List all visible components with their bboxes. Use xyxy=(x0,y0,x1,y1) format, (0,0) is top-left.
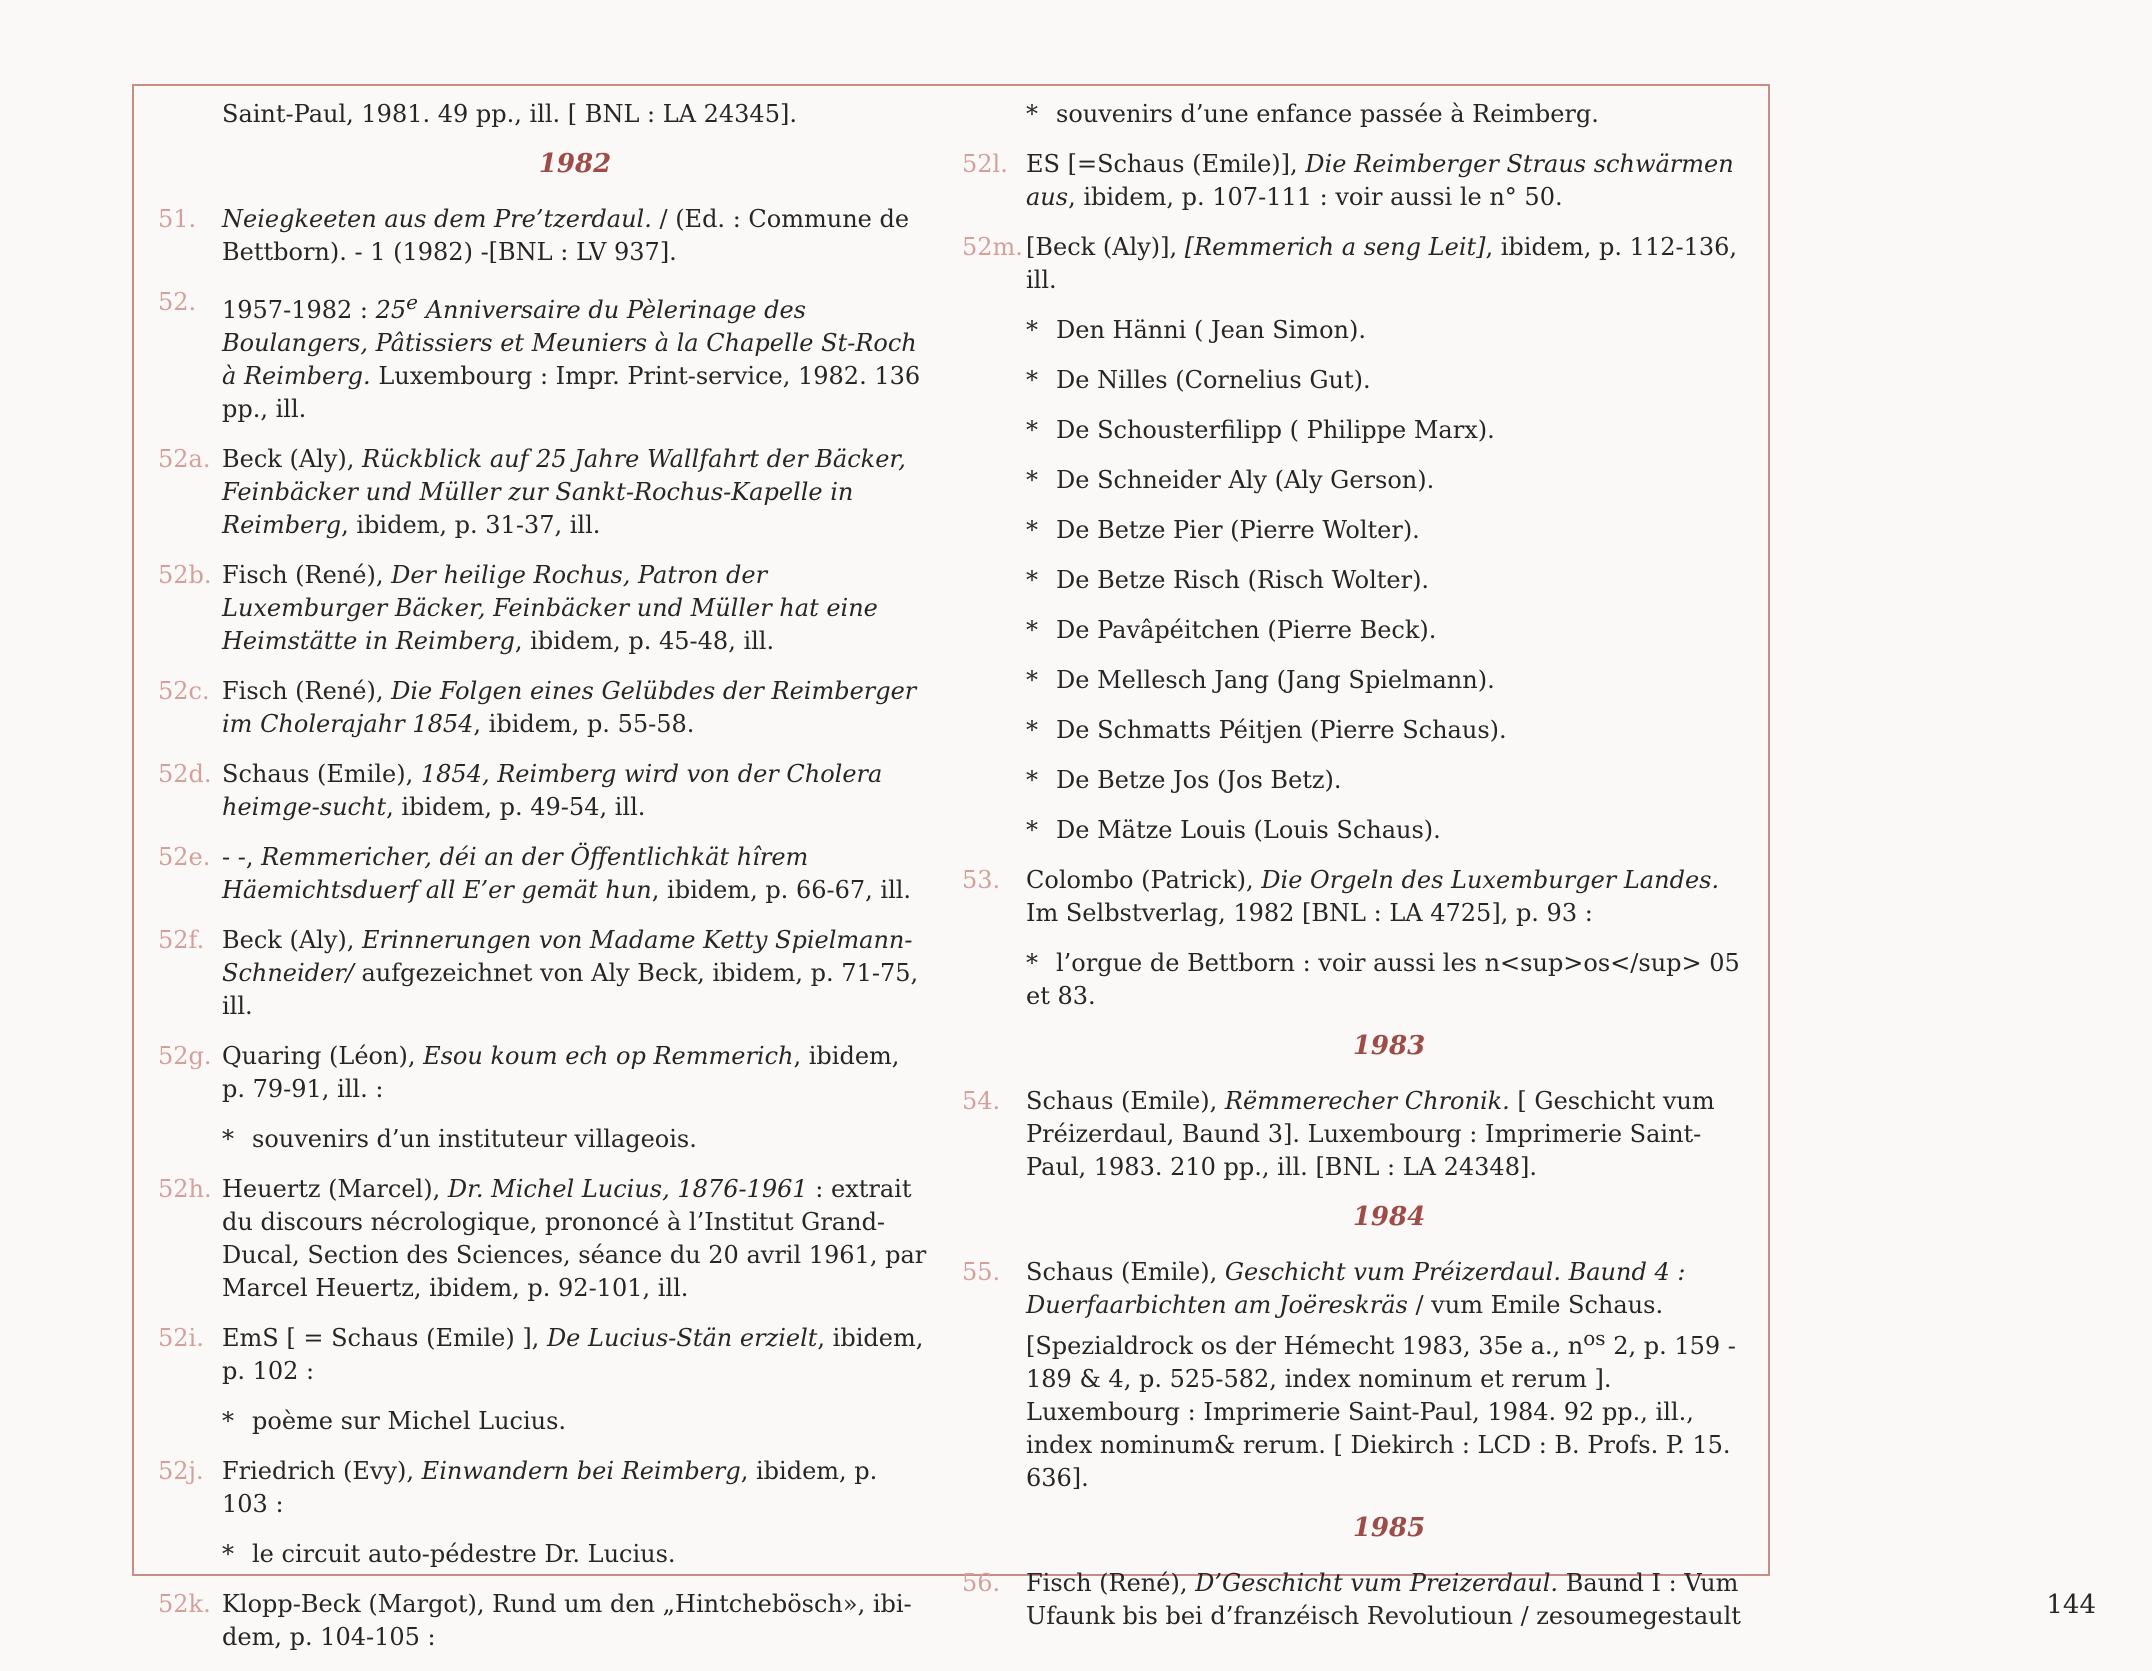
bullet-item xyxy=(158,1538,928,1571)
year-heading: 1983 xyxy=(1352,1031,1426,1061)
bullet-item xyxy=(962,764,1752,797)
bullet-text: le circuit auto-pédestre Dr. Lucius. xyxy=(252,1540,676,1568)
bullet-text: souvenirs d’une enfance passée à Reimberg. xyxy=(1056,100,1599,128)
asterisk-icon: * xyxy=(1026,816,1038,844)
entry-text: [Beck (Aly)], [Remmerich a seng Leit], ibidem, p. 112-136, ill. xyxy=(1026,233,1738,294)
entry-number: 52e. xyxy=(158,843,211,871)
bibliography-entry xyxy=(962,1085,1752,1184)
bullet-item xyxy=(962,664,1752,697)
bibliography-entry xyxy=(158,924,928,1023)
asterisk-icon: * xyxy=(1026,766,1038,794)
bullet-text: poème sur Michel Lucius. xyxy=(252,1407,567,1435)
entry-text: Klopp-Beck (Margot), Rund um den „Hintchebösch», ibi-dem, p. 104-105 : xyxy=(222,1590,912,1651)
entry-number: 52d. xyxy=(158,760,212,788)
entry-number: 52h. xyxy=(158,1175,212,1203)
entry-number: 52b. xyxy=(158,561,212,589)
entry-text: - -, Remmericher, déi an der Öffentlichkät hîrem Häemichtsduerf all E’er gemät hun, ibidem, p. 66-67, ill. xyxy=(222,843,912,904)
bibliography-entry xyxy=(158,1322,928,1388)
entry-number: 52a. xyxy=(158,445,211,473)
bullet-text: De Mätze Louis (Louis Schaus). xyxy=(1056,816,1441,844)
entry-text: Schaus (Emile), Rëmmerecher Chronik. [ Geschicht vum Préizerdaul, Baund 3]. Luxembourg : Imprimerie Saint-Paul, 1983. 210 pp., ill. [BNL : LA 24348]. xyxy=(1026,1087,1715,1181)
bibliography-entry xyxy=(158,559,928,658)
bibliography-entry xyxy=(962,231,1752,297)
entry-number: 56. xyxy=(962,1569,1001,1597)
bibliography-entry xyxy=(158,1173,928,1305)
asterisk-icon: * xyxy=(1026,100,1038,128)
bullet-item xyxy=(962,464,1752,497)
asterisk-icon: * xyxy=(1026,949,1038,977)
bullet-item xyxy=(962,564,1752,597)
asterisk-icon: * xyxy=(1026,416,1038,444)
year-heading: 1984 xyxy=(1352,1202,1426,1232)
entry-number: 52m. xyxy=(962,233,1023,261)
entry-text: Schaus (Emile), Geschicht vum Préizerdaul. Baund 4 : Duerfaarbichten am Joëreskräs / vum Emile Schaus. [Spezialdrock os der Hémecht 1983, 35e a., $n^{os}$ 2, p. 159 - 189 & 4, p. 525-582, index nominum et rerum ]. Luxembourg : Imprimerie Saint-Paul, 1984. 92 pp., ill., index nominum& rerum. [ Diekirch : LCD : B. Profs. P. 15. 636]. xyxy=(1026,1258,1736,1492)
bullet-item xyxy=(962,364,1752,397)
right-column xyxy=(962,98,1752,1650)
bibliography-entry xyxy=(158,1040,928,1106)
bullet-text: l’orgue de Bettborn : voir aussi les n<sup>os</sup> 05 et 83. xyxy=(1026,949,1740,1010)
entry-number: 52i. xyxy=(158,1324,204,1352)
entry-text: Colombo (Patrick), Die Orgeln des Luxemburger Landes. Im Selbstverlag, 1982 [BNL : LA 4725], p. 93 : xyxy=(1026,866,1720,927)
bullet-text: De Schousterfilipp ( Philippe Marx). xyxy=(1056,416,1495,444)
year-heading: 1985 xyxy=(1352,1513,1426,1543)
bullet-text: De Pavâpéitchen (Pierre Beck). xyxy=(1056,616,1437,644)
bibliography-entry xyxy=(158,1455,928,1521)
left-column xyxy=(158,98,928,1671)
entry-number: 51. xyxy=(158,205,197,233)
asterisk-icon: * xyxy=(1026,716,1038,744)
asterisk-icon: * xyxy=(1026,316,1038,344)
bibliography-entry xyxy=(158,675,928,741)
bibliography-entry xyxy=(158,1588,928,1654)
bullet-text: De Betze Risch (Risch Wolter). xyxy=(1056,566,1430,594)
bibliography-entry xyxy=(962,1567,1752,1633)
asterisk-icon: * xyxy=(1026,466,1038,494)
entry-number: 52c. xyxy=(158,677,210,705)
entry-number: 52f. xyxy=(158,926,205,954)
entry-text: Heuertz (Marcel), Dr. Michel Lucius, 1876-1961 : extrait du discours nécrologique, prononcé à l’Institut Grand-Ducal, Section des Sciences, séance du 20 avril 1961, par Marcel Heuertz, ibidem, p. 92-101, ill. xyxy=(222,1175,927,1302)
asterisk-icon: * xyxy=(222,1407,234,1435)
bullet-text: De Betze Jos (Jos Betz). xyxy=(1056,766,1342,794)
bullet-item xyxy=(962,98,1752,131)
continuation-text: Saint-Paul, 1981. 49 pp., ill. [ BNL : LA 24345]. xyxy=(222,100,797,128)
entry-number: 52k. xyxy=(158,1590,211,1618)
bullet-item xyxy=(962,314,1752,347)
asterisk-icon: * xyxy=(1026,516,1038,544)
entry-text: Beck (Aly), Rückblick auf 25 Jahre Wallfahrt der Bäcker, Feinbäcker und Müller zur Sankt-Rochus-Kapelle in Reimberg, ibidem, p. 31-37, ill. xyxy=(222,445,906,539)
year-heading: 1982 xyxy=(538,149,612,179)
asterisk-icon: * xyxy=(1026,366,1038,394)
right-entries xyxy=(962,98,1752,1633)
bibliography-entry xyxy=(962,148,1752,214)
asterisk-icon: * xyxy=(1026,566,1038,594)
bullet-item xyxy=(962,614,1752,647)
bullet-text: De Schmatts Péitjen (Pierre Schaus). xyxy=(1056,716,1507,744)
bibliography-entry xyxy=(158,443,928,542)
entry-text: Beck (Aly), Erinnerungen von Madame Ketty Spielmann-Schneider/ aufgezeichnet von Aly Beck, ibidem, p. 71-75, ill. xyxy=(222,926,919,1020)
entry-number: 52. xyxy=(158,288,197,316)
asterisk-icon: * xyxy=(222,1540,234,1568)
bullet-item xyxy=(962,414,1752,447)
bullet-text: Den Hänni ( Jean Simon). xyxy=(1056,316,1366,344)
entry-number: 55. xyxy=(962,1258,1001,1286)
bibliography-entry xyxy=(158,286,928,426)
entry-text: ES [=Schaus (Emile)], Die Reimberger Straus schwärmen aus, ibidem, p. 107-111 : voir aussi le n° 50. xyxy=(1026,150,1734,211)
bullet-item xyxy=(962,714,1752,747)
entry-text: EmS [ = Schaus (Emile) ], De Lucius-Stän erzielt, ibidem, p. 102 : xyxy=(222,1324,924,1385)
bibliography-entry xyxy=(158,841,928,907)
entry-text: Quaring (Léon), Esou koum ech op Remmerich, ibidem, p. 79-91, ill. : xyxy=(222,1042,900,1103)
entry-number: 52j. xyxy=(158,1457,204,1485)
asterisk-icon: * xyxy=(1026,616,1038,644)
entry-text: Fisch (René), D’Geschicht vum Preizerdaul. Baund I : Vum Ufaunk bis bei d’franzéisch Revolutioun / zesoumegestault xyxy=(1026,1569,1741,1630)
entry-text: Fisch (René), Die Folgen eines Gelübdes der Reimberger im Cholerajahr 1854, ibidem, p. 55-58. xyxy=(222,677,917,738)
entry-text: 1957-1982 : 25e Anniversaire du Pèlerinage des Boulangers, Pâtissiers et Meuniers à la Chapelle St-Roch à Reimberg. Luxembourg : Impr. Print-service, 1982. 136 pp., ill. xyxy=(222,290,921,423)
bullet-item xyxy=(962,514,1752,547)
entry-number: 52l. xyxy=(962,150,1008,178)
entry-number: 53. xyxy=(962,866,1001,894)
bullet-item xyxy=(962,947,1752,1013)
bullet-item xyxy=(158,1405,928,1438)
page-number: 144 xyxy=(2046,1590,2096,1620)
entry-text: Schaus (Emile), 1854, Reimberg wird von der Cholera heimge-sucht, ibidem, p. 49-54, ill. xyxy=(222,760,883,821)
bibliography-entry xyxy=(158,758,928,824)
bullet-item xyxy=(962,814,1752,847)
bullet-text: De Mellesch Jang (Jang Spielmann). xyxy=(1056,666,1495,694)
asterisk-icon: * xyxy=(222,1125,234,1153)
bullet-item xyxy=(158,1123,928,1156)
bullet-text: De Schneider Aly (Aly Gerson). xyxy=(1056,466,1435,494)
bibliography-entry xyxy=(158,203,928,269)
entry-text: Fisch (René), Der heilige Rochus, Patron der Luxemburger Bäcker, Feinbäcker und Müller hat eine Heimstätte in Reimberg, ibidem, p. 45-48, ill. xyxy=(222,561,878,655)
bullet-text: souvenirs d’un instituteur villageois. xyxy=(252,1125,697,1153)
left-entries xyxy=(158,203,928,1654)
entry-number: 54. xyxy=(962,1087,1001,1115)
entry-number: 52g. xyxy=(158,1042,212,1070)
bullet-text: De Nilles (Cornelius Gut). xyxy=(1056,366,1371,394)
entry-text: Neiegkeeten aus dem Pre’tzerdaul. / (Ed. : Commune de Bettborn). - 1 (1982) -[BNL : LV 937]. xyxy=(222,205,910,266)
bullet-text: De Betze Pier (Pierre Wolter). xyxy=(1056,516,1420,544)
asterisk-icon: * xyxy=(1026,666,1038,694)
bibliography-entry xyxy=(962,864,1752,930)
bibliography-entry xyxy=(962,1256,1752,1495)
entry-text: Friedrich (Evy), Einwandern bei Reimberg, ibidem, p. 103 : xyxy=(222,1457,878,1518)
